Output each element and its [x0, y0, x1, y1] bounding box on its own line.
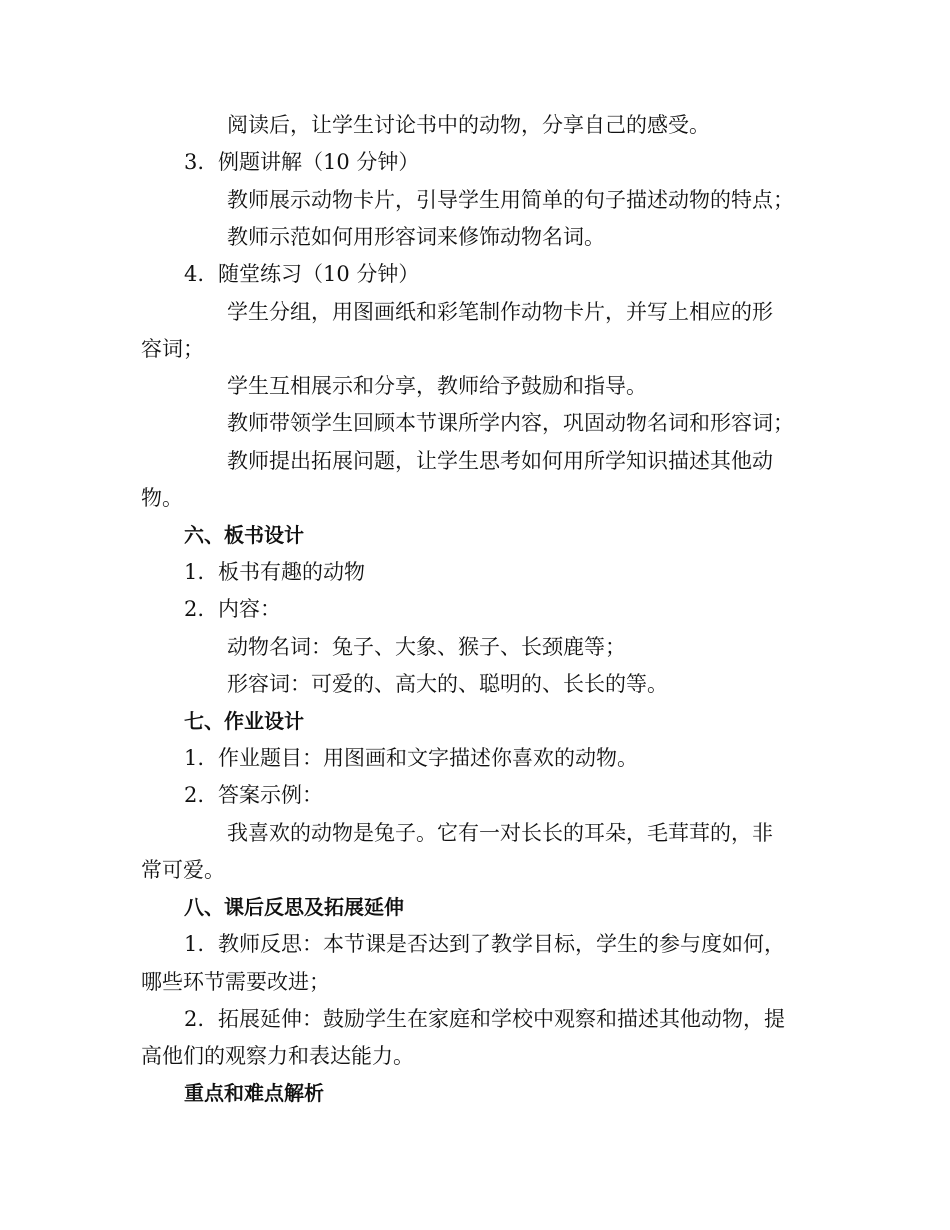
section-heading: 重点和难点解析	[184, 1081, 324, 1105]
paragraph-line: 教师带领学生回顾本节课所学内容，巩固动物名词和形容词；	[227, 411, 794, 435]
numbered-item	[184, 929, 785, 959]
numbered-item	[184, 259, 419, 289]
paragraph-line: 教师展示动物卡片，引导学生用简单的句子描述动物的特点；	[227, 188, 794, 212]
item-number: 2.	[184, 1007, 205, 1031]
item-text: 拓展延伸：鼓励学生在家庭和学校中观察和描述其他动物，提	[218, 1007, 785, 1031]
item-number: 2.	[184, 597, 205, 621]
numbered-item	[184, 780, 323, 810]
numbered-item	[184, 147, 419, 177]
item-text: 随堂练习（10 分钟）	[218, 262, 420, 286]
paragraph-line: 我喜欢的动物是兔子。它有一对长长的耳朵，毛茸茸的，非	[227, 821, 773, 845]
paragraph-line: 阅读后，让学生讨论书中的动物，分享自己的感受。	[227, 113, 710, 137]
paragraph-line: 教师提出拓展问题，让学生思考如何用所学知识描述其他动	[227, 449, 773, 473]
paragraph-line: 容词；	[141, 337, 204, 361]
item-number: 1.	[184, 932, 205, 956]
item-text: 内容：	[218, 597, 281, 621]
section-heading: 七、作业设计	[184, 709, 304, 733]
item-number: 4.	[184, 262, 205, 286]
item-text: 教师反思：本节课是否达到了教学目标，学生的参与度如何，	[218, 932, 785, 956]
section-heading: 八、课后反思及拓展延伸	[184, 895, 404, 919]
item-text: 例题讲解（10 分钟）	[218, 150, 420, 174]
item-text: 作业题目：用图画和文字描述你喜欢的动物。	[218, 746, 638, 770]
numbered-item	[184, 594, 281, 624]
paragraph-line: 高他们的观察力和表达能力。	[141, 1044, 414, 1068]
item-number: 1.	[184, 746, 205, 770]
item-text: 板书有趣的动物	[218, 560, 365, 584]
numbered-item	[184, 743, 638, 773]
paragraph-line: 形容词：可爱的、高大的、聪明的、长长的等。	[227, 672, 668, 696]
section-heading: 六、板书设计	[184, 523, 304, 547]
paragraph-line: 常可爱。	[141, 858, 225, 882]
paragraph-line: 学生互相展示和分享，教师给予鼓励和指导。	[227, 374, 647, 398]
item-number: 3.	[184, 150, 205, 174]
numbered-item	[184, 1004, 785, 1034]
paragraph-line: 教师示范如何用形容词来修饰动物名词。	[227, 225, 605, 249]
paragraph-line: 动物名词：兔子、大象、猴子、长颈鹿等；	[227, 635, 626, 659]
item-number: 1.	[184, 560, 205, 584]
paragraph-line: 物。	[141, 486, 183, 510]
item-number: 2.	[184, 783, 205, 807]
paragraph-line: 哪些环节需要改进；	[141, 970, 330, 994]
item-text: 答案示例：	[218, 783, 323, 807]
numbered-item	[184, 557, 365, 587]
paragraph-line: 学生分组，用图画纸和彩笔制作动物卡片，并写上相应的形	[227, 300, 773, 324]
